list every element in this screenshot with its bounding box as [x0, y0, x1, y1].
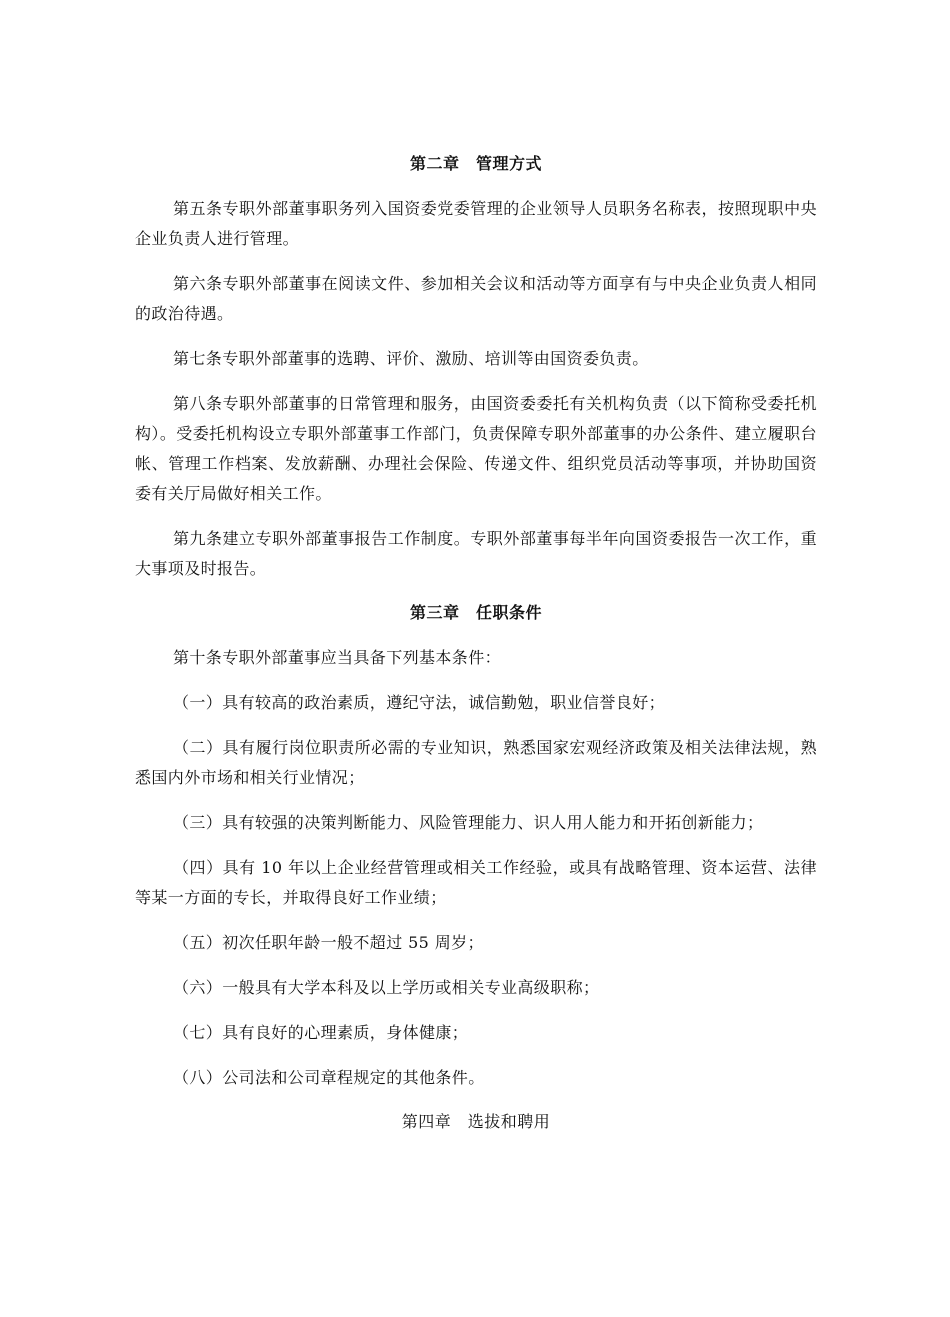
- condition-item-6: （六）一般具有大学本科及以上学历或相关专业高级职称；: [173, 978, 600, 997]
- condition-item-1: （一）具有较高的政治素质，遵纪守法，诚信勤勉，职业信誉良好；: [173, 693, 666, 712]
- condition-item-2: （二）具有履行岗位职责所必需的专业知识，熟悉国家宏观经济政策及相关法律法规，熟悉国内外市场和相关行业情况；: [135, 738, 817, 787]
- chapter-4-heading: 第四章 选拔和聘用: [401, 1112, 551, 1131]
- condition-item-7: （七）具有良好的心理素质，身体健康；: [173, 1023, 469, 1042]
- document-page: [135, 150, 817, 1152]
- article-9: 第九条建立专职外部董事报告工作制度。专职外部董事每半年向国资委报告一次工作，重大事项及时报告。: [135, 529, 817, 578]
- chapter-2-heading: 第二章 管理方式: [409, 154, 542, 173]
- condition-item-5: （五）初次任职年龄一般不超过 55 周岁；: [173, 933, 484, 952]
- condition-item-4: （四）具有 10 年以上企业经营管理或相关工作经验，或具有战略管理、资本运营、法律等某一方面的专长，并取得良好工作业绩；: [135, 858, 817, 907]
- article-10-intro: 第十条专职外部董事应当具备下列基本条件：: [173, 648, 502, 667]
- condition-item-3: （三）具有较强的决策判断能力、风险管理能力、识人用人能力和开拓创新能力；: [173, 813, 764, 832]
- condition-item-8: （八）公司法和公司章程规定的其他条件。: [173, 1068, 485, 1087]
- article-6: 第六条专职外部董事在阅读文件、参加相关会议和活动等方面享有与中央企业负责人相同的政治待遇。: [135, 274, 817, 323]
- article-5: 第五条专职外部董事职务列入国资委党委管理的企业领导人员职务名称表，按照现职中央企业负责人进行管理。: [135, 199, 817, 248]
- article-7: 第七条专职外部董事的选聘、评价、激励、培训等由国资委负责。: [173, 349, 649, 368]
- article-8: 第八条专职外部董事的日常管理和服务，由国资委委托有关机构负责（以下简称受委托机构）。受委托机构设立专职外部董事工作部门，负责保障专职外部董事的办公条件、建立履职台帐、管理工作档案、发放薪酬、办理社会保险、传递文件、组织党员活动等事项，并协助国资委有关厅局做好相关工作。: [135, 394, 817, 503]
- chapter-3-heading: 第三章 任职条件: [409, 603, 542, 622]
